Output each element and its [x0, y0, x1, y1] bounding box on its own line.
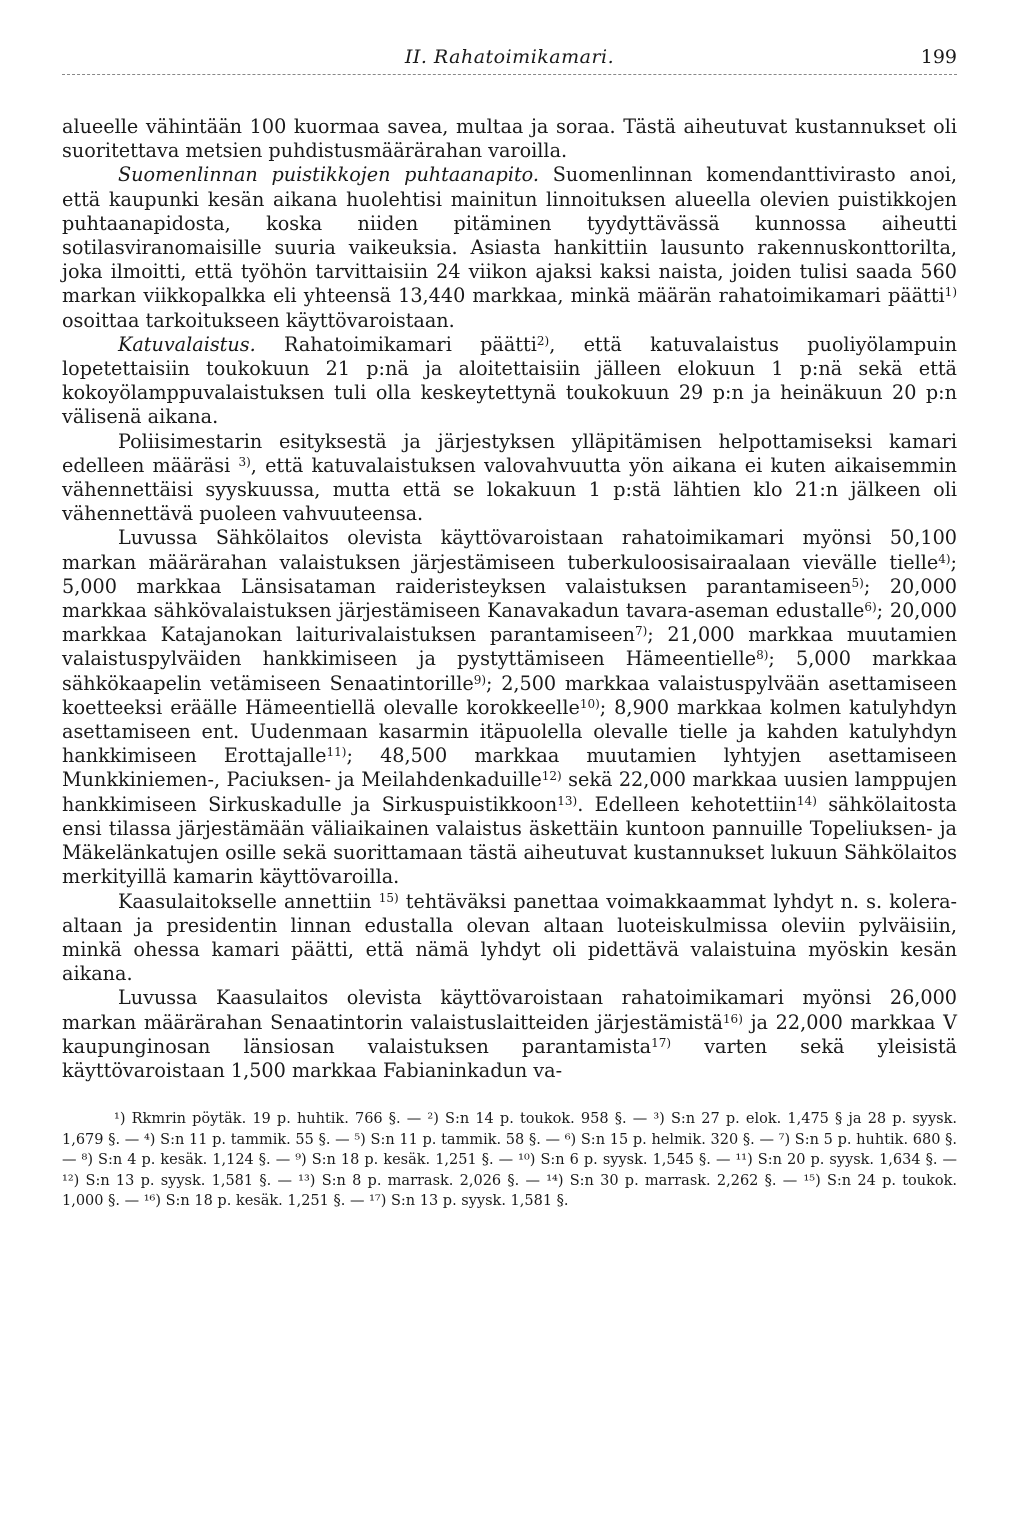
section-heading: Katuvalaistus. — [118, 332, 256, 356]
footnote-ref: 9) — [473, 672, 487, 687]
paragraph-text: ; 8,900 markkaa kolmen katulyhdyn asettamiseen ent. Uudenmaan kasarmin itäpuolella olevalle tielle ja kahden katulyhdyn hankkimiseen Erottajalle — [62, 695, 957, 768]
footnote-ref: 13) — [557, 793, 578, 808]
paragraph — [62, 115, 957, 163]
footnotes — [62, 1109, 957, 1212]
footnote-ref: 1) — [944, 285, 957, 300]
footnote-ref: 4) — [938, 551, 951, 566]
paragraph-text: ja 22,000 markkaa V kaupunginosan länsiosan valaistuksen parantamista — [62, 1010, 958, 1058]
footnote-ref: 7) — [634, 624, 648, 639]
footnote-text: ¹) Rkmrin pöytäk. 19 p. huhtik. 766 §. — ²) S:n 14 p. toukok. 958 §. — ³) S:n 27 p. elok. 1,475 § ja 28 p. syysk. 1,679 §. — ⁴) S:n 11 p. tammik. 55 §. — ⁵) S:n 11 p. tammik. 58 §. — ⁶) S:n 15 p. helmik. 320 §. — ⁷) S:n 5 p. huhtik. 680 §. — ⁸) S:n 4 p. kesäk. 1,124 §. — ⁹) S:n 18 p. kesäk. 1,251 §. — ¹⁰) S:n 6 p. syysk. 1,545 §. — ¹¹) S:n 20 p. syysk. 1,634 §. — ¹²) S:n 13 p. syysk. 1,581 §. — ¹³) S:n 8 p. marrask. 2,026 §. — ¹⁴) S:n 30 p. marrask. 2,262 §. — ¹⁵) S:n 24 p. toukok. 1,000 §. — ¹⁶) S:n 18 p. kesäk. 1,251 §. — ¹⁷) S:n 13 p. syysk. 1,581 §. — [62, 1111, 957, 1210]
paragraph-text: , että katuvalaistus puoliyölampuin lopetettaisiin toukokuun 21 p:nä ja aloitettaisiin jälleen elokuun 1 p:nä sekä että kokoyölamppuvalaistuksen tuli olla keskeytettynä toukokuun 29 p:n ja heinäkuun 20 p:n välisenä aikana. — [62, 332, 957, 429]
page-header — [62, 40, 957, 75]
footnote-ref: 8) — [756, 648, 769, 663]
paragraph-text: Poliisimestarin esityksestä ja järjestyksen ylläpitämisen helpottamiseksi kamari edelleen määräsi — [62, 429, 957, 477]
paragraph-text: ; 5,000 markkaa Länsisataman raideristeyksen valaistuksen parantamiseen — [62, 550, 957, 598]
paragraph-text: ; 5,000 markkaa sähkökaapelin vetämiseen Senaatintorille — [62, 647, 958, 695]
paragraph-text: Luvussa Kaasulaitos olevista käyttövaroistaan rahatoimikamari myönsi 26,000 markan määrärahan Senaatintorin valaistuslaitteiden järjestämistä — [62, 986, 957, 1034]
paragraph-text: varten sekä yleisistä käyttövaroistaan 1,500 markkaa Fabianinkadun va- — [62, 1034, 957, 1082]
footnote-ref: 15) — [378, 890, 399, 905]
paragraph-text: tehtäväksi panettaa voimakkaammat lyhdyt n. s. kolera-altaan ja presidentin linnan edustalla olevan altaan luoteiskulmissa oleviin pylväisiin, minkä ohessa kamari päätti, että nämä lyhdyt oli pidettävä valaistuina myöskin kesän aikana. — [62, 889, 957, 986]
paragraph — [62, 163, 957, 332]
footnote-ref: 17) — [651, 1035, 672, 1050]
footnote-ref: 12) — [541, 769, 562, 784]
footnote-ref: 3) — [238, 454, 251, 469]
paragraph-text: . Edelleen kehotettiin — [577, 792, 797, 816]
paragraph-text: sekä 22,000 markkaa uusien lamppujen hankkimiseen Sirkuskadulle ja Sirkuspuistikkoon — [62, 768, 957, 816]
footnote-ref: 10) — [579, 696, 600, 711]
paragraph-text: osoittaa tarkoitukseen käyttövaroistaan. — [62, 308, 455, 332]
footnote-ref: 2) — [536, 333, 550, 348]
paragraph-text: , että katuvalaistuksen valovahvuutta yön aikana ei kuten aikaisemmin vähennettäisi syyskuussa, mutta että se lokakuun 1 p:stä lähtien klo 21:n jälkeen oli vähennettävä puoleen vahvuuteensa. — [62, 453, 957, 526]
paragraph — [62, 526, 957, 889]
paragraph-text: ; 2,500 markkaa valaistuspylvään asettamiseen koetteeksi eräälle Hämeentiellä olevalle korokkeelle — [62, 671, 957, 719]
paragraph — [62, 430, 957, 527]
paragraph-text: ; 48,500 markkaa muutamien lyhtyjen asettamiseen Munkkiniemen-, Paciuksen- ja Meilahdenkaduille — [62, 744, 957, 792]
footnote-ref: 16) — [722, 1011, 743, 1026]
paragraph-text: Luvussa Sähkölaitos olevista käyttövaroistaan rahatoimikamari myönsi 50,100 markan määrärahan valaistuksen järjestämiseen tuberkuloosisairaalaan vievälle tielle — [62, 526, 957, 574]
paragraph-text: ; 20,000 markkaa Katajanokan laiturivalaistuksen parantamiseen — [62, 599, 957, 647]
page-number: 199 — [920, 46, 957, 68]
paragraph — [62, 890, 957, 987]
paragraph-text: Kaasulaitokselle annettiin — [118, 889, 372, 913]
footnote-ref: 11) — [326, 745, 347, 760]
document-page — [62, 40, 957, 1510]
paragraph-text: ; 21,000 markkaa muutamien valaistuspylväiden hankkimiseen ja pystyttämiseen Hämeentielle — [62, 623, 957, 671]
paragraph-text: Rahatoimikamari päätti — [283, 332, 537, 356]
paragraph-text: ; 20,000 markkaa sähkövalaistuksen järjestämiseen Kanavakadun tavara-aseman edustalle — [62, 574, 957, 623]
paragraph-text: alueelle vähintään 100 kuormaa savea, multaa ja soraa. Tästä aiheutuvat kustannukset oli suoritettava metsien puhdistusmäärärahan varoilla. — [62, 115, 957, 163]
paragraph — [62, 986, 957, 1083]
footnote-ref: 6) — [864, 600, 877, 615]
running-title: II. Rahatoimikamari. — [404, 46, 615, 68]
footnote-ref: 14) — [796, 793, 817, 808]
section-heading: Suomenlinnan puistikkojen puhtaanapito. — [118, 163, 539, 187]
body-text — [62, 115, 957, 1083]
paragraph-text: Suomenlinnan komendanttivirasto anoi, että kaupunki kesän aikana huolehtisi mainitun linnoituksen alueella olevien puistikkojen puhtaanapidosta, koska niiden pitäminen tyydyttävässä kunnossa aiheutti sotilasviranomaisille suuria vaikeuksia. Asiasta hankittiin lausunto rakennuskonttorilta, joka ilmoitti, että työhön tarvittaisiin 24 viikon ajaksi kaksi naista, joiden tulisi saada 560 markan viikkopalkka eli yhteensä 13,440 markkaa, minkä määrän rahatoimikamari päätti — [62, 163, 957, 308]
footnote-ref: 5) — [851, 575, 864, 590]
paragraph — [62, 333, 957, 430]
paragraph-text: sähkölaitosta ensi tilassa järjestämään väliaikainen valaistus äskettäin kuntoon pannuille Topeliuksen- ja Mäkelänkatujen osille sekä suorittamaan tästä aiheutuvat kustannukset lukuun Sähkölaitos merkityillä kamarin käyttövaroilla. — [62, 792, 957, 889]
